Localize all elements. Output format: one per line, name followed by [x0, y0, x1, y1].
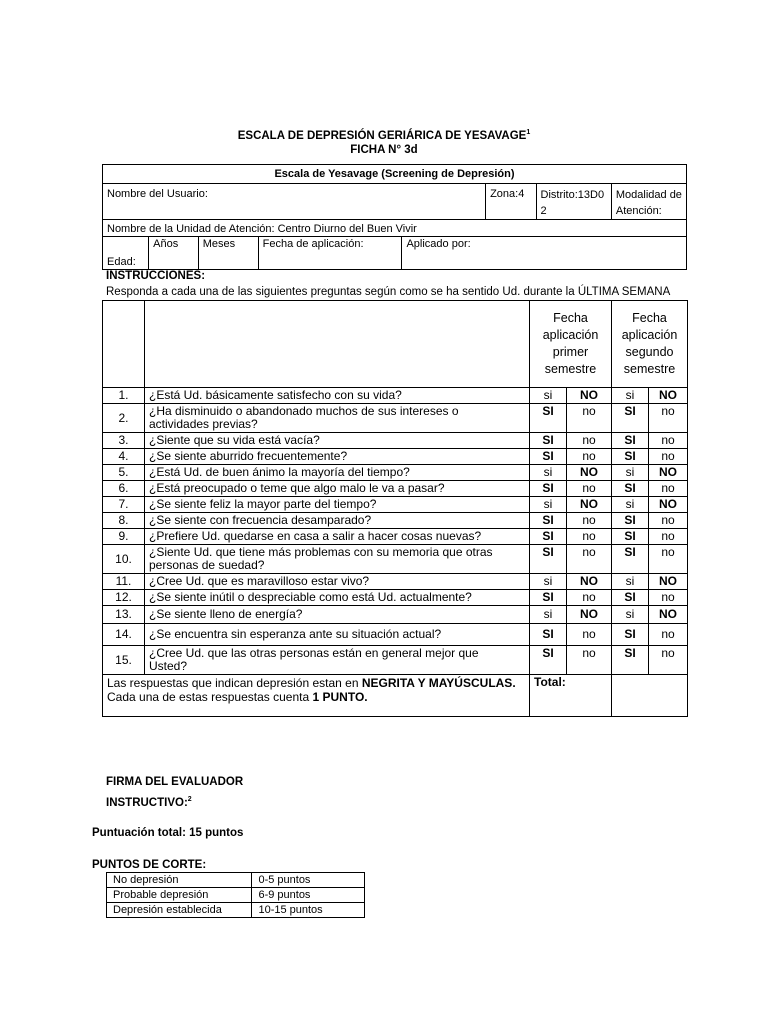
anos-field[interactable]: Años	[149, 237, 199, 270]
answer-second-yes[interactable]: SI	[612, 590, 649, 606]
question-row	[103, 497, 688, 513]
answer-second-no[interactable]: no	[649, 433, 688, 449]
questions-table	[102, 300, 688, 717]
answer-second-yes[interactable]: SI	[612, 433, 649, 449]
question-number: 14.	[103, 624, 145, 646]
answer-first-yes[interactable]: SI	[530, 404, 567, 433]
question-row	[103, 449, 688, 465]
question-text: ¿Se encuentra sin esperanza ante su situación actual?	[145, 624, 530, 646]
answer-second-no[interactable]: no	[649, 513, 688, 529]
answer-second-no[interactable]: no	[649, 646, 688, 675]
answer-second-yes[interactable]: SI	[612, 529, 649, 545]
question-row	[103, 624, 688, 646]
cutoff-label: Probable depresión	[107, 888, 252, 903]
answer-first-no[interactable]: no	[567, 545, 612, 574]
question-number: 13.	[103, 606, 145, 624]
question-number: 2.	[103, 404, 145, 433]
question-number: 9.	[103, 529, 145, 545]
edad-label: Edad:	[103, 237, 149, 270]
total-first-semester[interactable]: Total:	[530, 675, 612, 717]
question-text: ¿Se siente aburrido frecuentemente?	[145, 449, 530, 465]
question-text: ¿Se siente con frecuencia desamparado?	[145, 513, 530, 529]
question-number: 6.	[103, 481, 145, 497]
answer-second-yes[interactable]: SI	[612, 404, 649, 433]
answer-first-no[interactable]: no	[567, 624, 612, 646]
question-row	[103, 574, 688, 590]
question-row	[103, 404, 688, 433]
answer-second-yes[interactable]: SI	[612, 646, 649, 675]
document-subtitle: FICHA N° 3d	[350, 144, 418, 156]
instructions-label: INSTRUCCIONES:	[106, 270, 206, 282]
answer-first-yes[interactable]: SI	[530, 545, 567, 574]
answer-first-yes[interactable]: si	[530, 465, 567, 481]
question-row	[103, 529, 688, 545]
instructivo-label: INSTRUCTIVO:$^2$	[106, 796, 192, 809]
question-number: 10.	[103, 545, 145, 574]
answer-second-no[interactable]: no	[649, 590, 688, 606]
meses-field[interactable]: Meses	[198, 237, 258, 270]
answer-second-no[interactable]: NO	[649, 606, 688, 624]
answer-first-no[interactable]: no	[567, 646, 612, 675]
answer-first-yes[interactable]: SI	[530, 449, 567, 465]
answer-first-yes[interactable]: SI	[530, 590, 567, 606]
total-second-semester[interactable]	[612, 675, 688, 717]
question-number: 7.	[103, 497, 145, 513]
answer-second-no[interactable]: no	[649, 449, 688, 465]
question-header	[145, 301, 530, 388]
question-row	[103, 545, 688, 574]
answer-first-no[interactable]: no	[567, 513, 612, 529]
zona-field: Zona:4	[486, 184, 536, 220]
modalidad-field[interactable]: Modalidad de Atención:	[611, 184, 686, 220]
cutoff-label: Depresión establecida	[107, 903, 252, 918]
table-caption: Escala de Yesavage (Screening de Depresión)	[103, 165, 687, 184]
question-text: ¿Siente Ud. que tiene más problemas con su memoria que otras personas de suedad?	[145, 545, 530, 574]
question-number: 15.	[103, 646, 145, 675]
answer-first-no[interactable]: NO	[567, 574, 612, 590]
question-text: ¿Cree Ud. que es maravilloso estar vivo?	[145, 574, 530, 590]
scoring-note: Las respuestas que indican depresión estan en NEGRITA Y MAYÚSCULAS. Cada una de estas respuestas cuenta 1 PUNTO.	[103, 675, 530, 717]
answer-first-yes[interactable]: si	[530, 574, 567, 590]
answer-first-no[interactable]: NO	[567, 497, 612, 513]
question-text: ¿Está Ud. básicamente satisfecho con su vida?	[145, 388, 530, 404]
answer-second-yes[interactable]: si	[612, 465, 649, 481]
question-text: ¿Está preocupado o teme que algo malo le va a pasar?	[145, 481, 530, 497]
answer-second-no[interactable]: no	[649, 404, 688, 433]
question-row	[103, 388, 688, 404]
answer-first-yes[interactable]: SI	[530, 513, 567, 529]
answer-second-no[interactable]: NO	[649, 388, 688, 404]
answer-second-yes[interactable]: SI	[612, 481, 649, 497]
cutoff-label: No depresión	[107, 873, 252, 888]
distrito-field: Distrito:13D0 2	[536, 184, 611, 220]
answer-first-yes[interactable]: SI	[530, 624, 567, 646]
question-text: ¿Siente que su vida está vacía?	[145, 433, 530, 449]
answer-first-no[interactable]: no	[567, 481, 612, 497]
cutoff-range: 6-9 puntos	[252, 888, 365, 903]
answer-first-no[interactable]: NO	[567, 388, 612, 404]
answer-second-no[interactable]: no	[649, 529, 688, 545]
nombre-usuario-field[interactable]: Nombre del Usuario:	[103, 184, 486, 220]
answer-second-yes[interactable]: SI	[612, 513, 649, 529]
firma-evaluador: FIRMA DEL EVALUADOR	[106, 776, 244, 788]
question-row	[103, 433, 688, 449]
user-info-table	[102, 164, 687, 270]
cutoff-range: 10-15 puntos	[252, 903, 365, 918]
answer-second-no[interactable]: no	[649, 624, 688, 646]
number-header	[103, 301, 145, 388]
document-title: ESCALA DE DEPRESIÓN GERIÁRICA DE YESAVAGE$^1$	[237, 129, 531, 142]
answer-first-no[interactable]: NO	[567, 606, 612, 624]
answer-first-no[interactable]: no	[567, 590, 612, 606]
answer-first-no[interactable]: no	[567, 529, 612, 545]
cutoff-range: 0-5 puntos	[252, 873, 365, 888]
question-text: ¿Se siente lleno de energía?	[145, 606, 530, 624]
first-semester-header: Fecha aplicación primer semestre	[530, 301, 612, 388]
question-row	[103, 606, 688, 624]
cutoff-row	[107, 873, 365, 888]
question-number: 5.	[103, 465, 145, 481]
answer-second-no[interactable]: NO	[649, 497, 688, 513]
question-row	[103, 481, 688, 497]
answer-second-no[interactable]: no	[649, 481, 688, 497]
unidad-atencion-field: Nombre de la Unidad de Atención: Centro Diurno del Buen Vivir	[103, 220, 687, 237]
answer-first-no[interactable]: no	[567, 404, 612, 433]
answer-second-no[interactable]: NO	[649, 465, 688, 481]
question-text: ¿Se siente feliz la mayor parte del tiempo?	[145, 497, 530, 513]
cutoff-table	[106, 872, 365, 918]
answer-second-no[interactable]: no	[649, 545, 688, 574]
answer-first-yes[interactable]: si	[530, 497, 567, 513]
fecha-aplicacion-field[interactable]: Fecha de aplicación:	[258, 237, 402, 270]
answer-first-no[interactable]: NO	[567, 465, 612, 481]
answer-second-yes[interactable]: si	[612, 574, 649, 590]
cutoff-row	[107, 903, 365, 918]
answer-first-yes[interactable]: SI	[530, 481, 567, 497]
answer-second-no[interactable]: NO	[649, 574, 688, 590]
question-text: ¿Está Ud. de buen ánimo la mayoría del tiempo?	[145, 465, 530, 481]
question-text: ¿Se siente inútil o despreciable como está Ud. actualmente?	[145, 590, 530, 606]
answer-second-yes[interactable]: si	[612, 497, 649, 513]
question-number: 8.	[103, 513, 145, 529]
puntos-corte-label: PUNTOS DE CORTE:	[92, 859, 207, 871]
question-text: ¿Ha disminuido o abandonado muchos de sus intereses o actividades previas?	[145, 404, 530, 433]
question-row	[103, 590, 688, 606]
answer-first-no[interactable]: no	[567, 449, 612, 465]
answer-second-yes[interactable]: si	[612, 388, 649, 404]
cutoff-row	[107, 888, 365, 903]
question-row	[103, 513, 688, 529]
question-text: ¿Cree Ud. que las otras personas están en general mejor que Usted?	[145, 646, 530, 675]
answer-first-yes[interactable]: SI	[530, 433, 567, 449]
answer-first-yes[interactable]: si	[530, 606, 567, 624]
aplicado-por-field[interactable]: Aplicado por:	[402, 237, 687, 270]
answer-second-yes[interactable]: SI	[612, 545, 649, 574]
question-row	[103, 465, 688, 481]
answer-second-yes[interactable]: SI	[612, 449, 649, 465]
answer-second-yes[interactable]: SI	[612, 624, 649, 646]
question-number: 11.	[103, 574, 145, 590]
question-number: 4.	[103, 449, 145, 465]
answer-first-yes[interactable]: SI	[530, 646, 567, 675]
answer-first-yes[interactable]: si	[530, 388, 567, 404]
answer-first-no[interactable]: no	[567, 433, 612, 449]
second-semester-header: Fecha aplicación segundo semestre	[612, 301, 688, 388]
question-row	[103, 646, 688, 675]
answer-second-yes[interactable]: si	[612, 606, 649, 624]
question-number: 3.	[103, 433, 145, 449]
question-number: 1.	[103, 388, 145, 404]
question-number: 12.	[103, 590, 145, 606]
question-text: ¿Prefiere Ud. quedarse en casa a salir a hacer cosas nuevas?	[145, 529, 530, 545]
puntuacion-total: Puntuación total: 15 puntos	[92, 827, 244, 839]
answer-first-yes[interactable]: SI	[530, 529, 567, 545]
instructions-text: Responda a cada una de las siguientes preguntas según como se ha sentido Ud. durante la ÚLTIMA SEMANA	[106, 286, 671, 298]
